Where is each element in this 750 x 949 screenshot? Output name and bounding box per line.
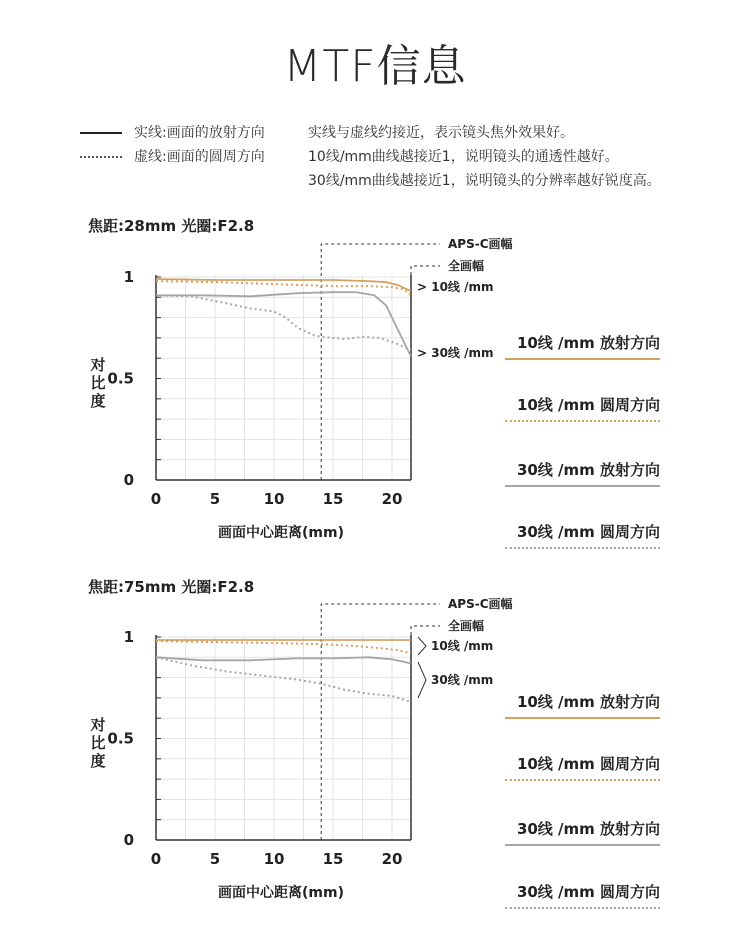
y-tick-label: 1 xyxy=(123,628,134,646)
y-tick-label: 0 xyxy=(123,471,134,489)
series-line xyxy=(156,641,411,653)
full-frame-label: 全画幅 xyxy=(448,259,485,273)
legend-solid-label: 实线:画面的放射方向 xyxy=(134,125,265,141)
legend-dotted xyxy=(80,146,265,166)
bracket-30-lines xyxy=(418,662,426,698)
series-label-30-radial: 30线 /mm 放射方向 xyxy=(505,459,660,487)
series-label-30-circumferential: 30线 /mm 圆周方向 xyxy=(505,521,660,549)
note-2: 10线/mm曲线越接近1，说明镜头的通透性越好。 xyxy=(308,149,619,165)
series-line xyxy=(156,292,411,356)
series-line xyxy=(156,279,411,291)
series-line xyxy=(156,657,411,663)
x-tick-label: 20 xyxy=(381,490,403,508)
legend-solid xyxy=(80,122,265,142)
x-axis-label: 画面中心距离(mm) xyxy=(218,885,344,901)
x-tick-label: 10 xyxy=(263,850,285,868)
x-axis-label: 画面中心距离(mm) xyxy=(218,525,344,541)
y-tick-label: 0.5 xyxy=(107,729,134,748)
chart-1-title: 焦距:28mm 光圈:F2.8 xyxy=(88,217,255,235)
annotation-10-lines: 10线 /mm xyxy=(431,639,494,653)
x-tick-label: 5 xyxy=(209,490,221,508)
series-label-30-circumferential: 30线 /mm 圆周方向 xyxy=(505,881,660,909)
solid-line-sample xyxy=(80,132,122,134)
series-label-10-circumferential: 10线 /mm 圆周方向 xyxy=(505,753,660,781)
y-tick-label: 1 xyxy=(123,268,134,286)
note-3: 30线/mm曲线越接近1，说明镜头的分辨率越好锐度高。 xyxy=(308,173,661,189)
full-frame-label: 全画幅 xyxy=(448,619,485,633)
aps-c-label: APS-C画幅 xyxy=(448,237,513,251)
x-tick-label: 10 xyxy=(263,490,285,508)
annotation-30-lines: > 30线 /mm xyxy=(417,346,494,360)
y-tick-label: 0 xyxy=(123,831,134,849)
series-label-10-radial: 10线 /mm 放射方向 xyxy=(505,332,660,360)
full-frame-marker-line xyxy=(411,266,440,275)
y-tick-label: 0.5 xyxy=(107,369,134,388)
bracket-10-lines xyxy=(418,637,426,655)
x-tick-label: 20 xyxy=(381,850,403,868)
chart-2-title: 焦距:75mm 光圈:F2.8 xyxy=(88,578,255,596)
y-axis-label: 对比度 xyxy=(90,356,106,410)
series-line xyxy=(156,281,411,295)
annotation-10-lines: > 10线 /mm xyxy=(417,280,494,294)
y-axis-label: 对比度 xyxy=(90,716,106,770)
series-label-30-radial: 30线 /mm 放射方向 xyxy=(505,818,660,846)
legend-dotted-label: 虚线:画面的圆周方向 xyxy=(134,149,265,165)
aps-c-label: APS-C画幅 xyxy=(448,597,513,611)
x-tick-label: 5 xyxy=(209,850,221,868)
note-1: 实线与虚线约接近，表示镜头焦外效果好。 xyxy=(308,125,574,141)
annotation-30-lines: 30线 /mm xyxy=(431,673,494,687)
series-line xyxy=(156,295,411,350)
x-tick-label: 15 xyxy=(322,850,344,868)
x-tick-label: 0 xyxy=(150,490,162,508)
page-title: MTF信息 xyxy=(283,41,467,92)
series-label-10-radial: 10线 /mm 放射方向 xyxy=(505,691,660,719)
full-frame-marker-line xyxy=(411,626,440,635)
series-line xyxy=(156,657,411,702)
dotted-line-sample xyxy=(80,156,122,158)
series-label-10-circumferential: 10线 /mm 圆周方向 xyxy=(505,394,660,422)
x-tick-label: 0 xyxy=(150,850,162,868)
x-tick-label: 15 xyxy=(322,490,344,508)
